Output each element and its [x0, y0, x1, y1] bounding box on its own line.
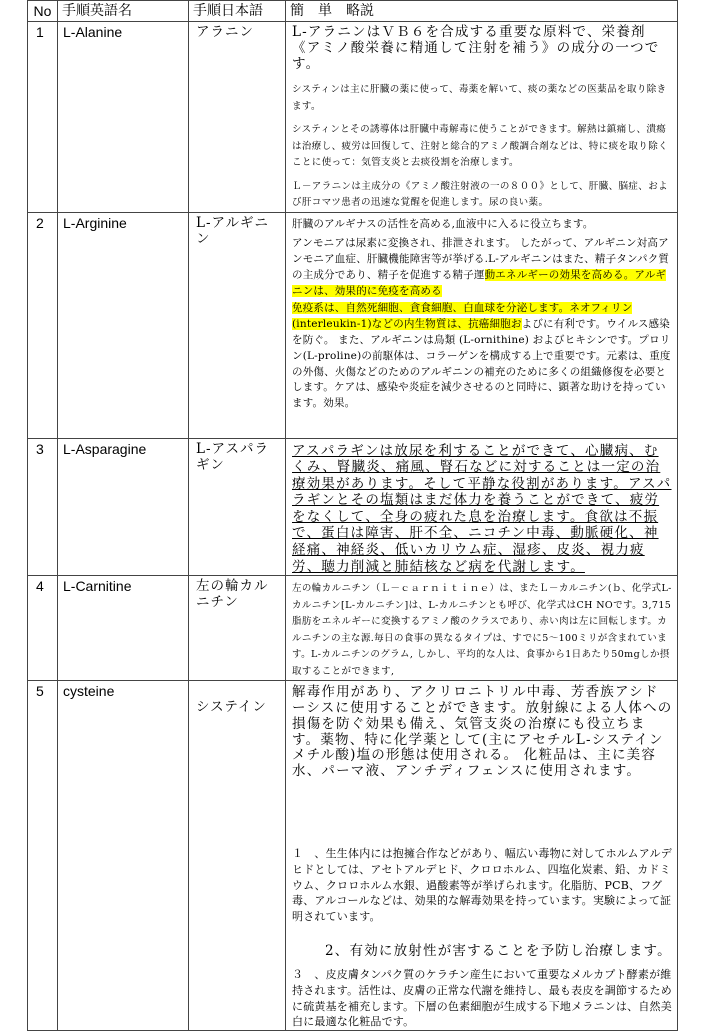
- english-name: cysteine: [58, 681, 189, 1031]
- summary-cell: [286, 212, 678, 438]
- english-name: L-Asparagine: [58, 438, 189, 576]
- summary-paragraph: 左の輪カルニチン（Ｌ－ｃａｒｎｉｔｉｎｅ）は、またＬ－カルニチン(ｂ、化学式L-カルニチン[L-カルニチン]は、L-カルニチンとも呼び、化学式はCH NOです。3,715脂肪をエネルギーに変換するアミノ酸のクラスであり、赤い肉は左に回転します。カルニチンの主な源.毎日の食事の異なるタイプは、すでに5～100ミリが含まれています。L-カルニチンのグラム, しかし、平均的な人は、食事から1日あたり50mgしか摂取することができます,: [292, 583, 672, 677]
- summary-cell: [286, 576, 678, 681]
- header-japanese: 手順日本語: [189, 1, 286, 22]
- summary-paragraph: 2、有効に放射性が害することを予防し治療します。: [325, 943, 672, 960]
- table-row: [28, 212, 678, 438]
- header-english: 手順英語名: [58, 1, 189, 22]
- row-number: 5: [28, 681, 58, 1031]
- row-number: 3: [28, 438, 58, 576]
- english-name: L-Arginine: [58, 212, 189, 438]
- table-row: [28, 438, 678, 576]
- row-number: 4: [28, 576, 58, 681]
- summary-paragraph: L-アラニンはＶＢ６を合成する重要な原料で、栄養剤《アミノ酸栄養に精通して注射を補う》の成分の一つです。: [292, 24, 660, 72]
- header-no: No: [28, 1, 58, 22]
- table-row: [28, 576, 678, 681]
- summary-paragraph: 免疫系は、自然死細胞、貪食細胞、白血球を分泌します。ネオフィリン(interleukin-1)などの内生物質は、抗癌細胞およびに有利です。ウイルス感染を防ぐ。 また、アルギニンは鳥類 (L-ornithine) およびヒキシンです。プロリン(L-proline)の前駆体は、コラーゲンを構成する上で重要です。元素は、重度の外傷、火傷などのためのアルギニンの補充のために多くの組織修復を必要とします。ケアは、感染や炎症を減少させるのと同時に、顕著な助けを持っています。効果。: [292, 302, 671, 410]
- english-name: L-Carnitine: [58, 576, 189, 681]
- header-row: [28, 1, 678, 22]
- highlighted-text: 免疫系は、自然死細胞、貪食細胞、白血球を分泌します。ネオフィリン(interleukin-1)などの内生物質は、抗癌細胞お: [292, 302, 633, 331]
- japanese-name: アラニン: [189, 22, 286, 213]
- japanese-name: L-アスパラギン: [189, 438, 286, 576]
- summary-paragraph: Ｌ－アラニンは主成分の《アミノ酸注射液の一の８００》として、肝臓、脳症、および肝コマツ患者の迅速な覚醒を促進します。尿の良い薬。: [292, 180, 669, 208]
- highlighted-text: 動エネルギーの効果を高める。アルギニンは、効果的に免疫を高める: [292, 268, 667, 297]
- summary-paragraph: 解毒作用があり、アクリロニトリル中毒、芳香族アシドーシスに使用することができます。放射線による人体への損傷を防ぐ効果も備え、気管支炎の治療にも役立ちます。薬物、特に化学薬として(主にアセチルL-システインメチル酸)塩の形態は使用される。 化粧品は、主に美容水、パーマ液、アンチディフェンスに使用されます。: [292, 684, 673, 780]
- japanese-name: 左の輪カルニチン: [189, 576, 286, 681]
- amino-acid-table: [27, 0, 678, 1031]
- summary-paragraph: １ 、生生体内には抱擁合作などがあり、幅広い毒物に対してホルムアルデヒドとしては、アセトアルデヒド、クロロホルム、四塩化炭素、鉛、カドミウム、クロロホルム水銀、過酸素等が挙げられます。化脂肪、PCB、フグ毒、アルコールなどは、効果的な解毒効果を持っています。実験によって証明されています。: [292, 847, 672, 924]
- english-name: L-Alanine: [58, 22, 189, 213]
- row-number: 2: [28, 212, 58, 438]
- japanese-name: システイン: [189, 681, 286, 1031]
- japanese-name: L-アルギニン: [189, 212, 286, 438]
- summary-paragraph: アンモニアは尿素に変換され、排泄されます。 したがって、アルギニン対高アンモニア血症、肝臓機能障害等が挙げる.L-アルギニンはまた、精子タンパク質の主成分であり、精子を促進する精子運動エネルギーの効果を高める。アルギニンは、効果的に免疫を高める: [292, 237, 670, 297]
- table-row: [28, 681, 678, 1031]
- table-row: [28, 22, 678, 213]
- row-number: 1: [28, 22, 58, 213]
- summary-cell: [286, 681, 678, 1031]
- summary-cell: [286, 22, 678, 213]
- header-summary: 簡 単 略説: [286, 1, 678, 22]
- summary-paragraph: ３ 、皮皮膚タンパク質のケラチン産生において重要なメルカプト酵素が維持されます。活性は、皮膚の正常な代謝を維持し、最も表皮を調節するために硫黄基を補充します。下層の色素細胞が生成する下地メラニンは、自然美白に最適な化粧品です。: [292, 968, 672, 1029]
- summary-paragraph: アスパラギンは放尿を利することができて、心臓病、むくみ、腎臓炎、痛風、腎石などに対することは一定の治療効果があります。そして平静な役割があります。アスパラギンとその塩類はまだ体力を養うことができて、疲労をなくして、全身の疲れた息を治療します。食欲は不振で、蛋白は障害、肝不全、ニコチン中毒、動脈硬化、神経痛、神経炎、低いカリウム症、湿疹、皮炎、視力疲労、聴力削減と肺結核など病を代謝します。: [292, 442, 672, 575]
- summary-paragraph: システィンは主に肝臓の薬に使って、毒薬を解いて、痰の薬などの医薬品を取り除きます。: [292, 84, 667, 112]
- summary-cell: [286, 438, 678, 576]
- summary-paragraph: 肝臓のアルギナスの活性を高める,血液中に入るに役立ちます。: [292, 217, 594, 230]
- summary-paragraph: システィンとその誘導体は肝臓中毒解毒に使うことができます。解熱は鎮痛し、潰瘍は治療し、疲労は回復して、注射と総合的アミノ酸調合剤などは、特に痰を取り除くことに使って：気管支炎と去痰役割を治療します。: [292, 124, 669, 168]
